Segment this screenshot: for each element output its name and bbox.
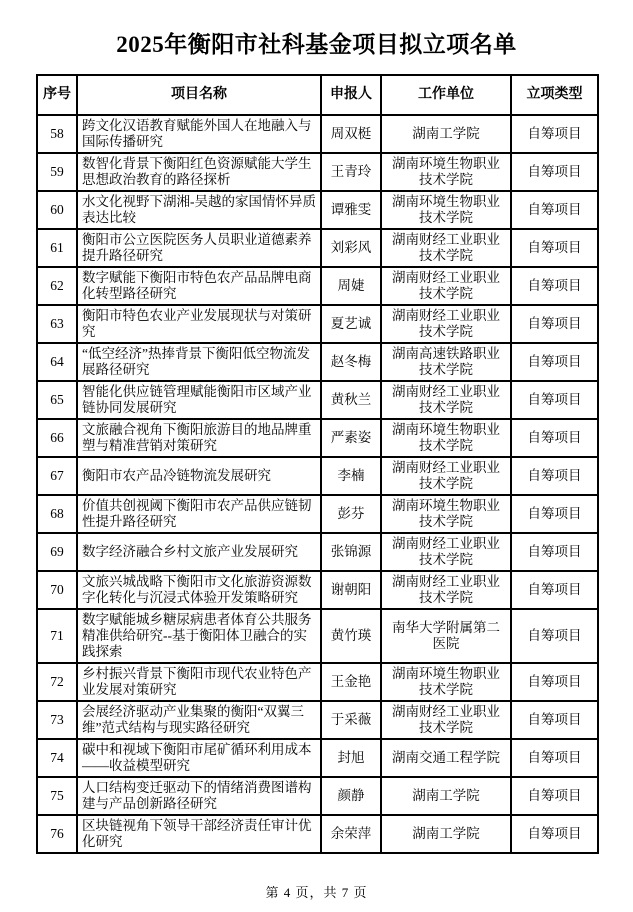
cell-applicant: 封旭 <box>321 739 381 777</box>
cell-no: 68 <box>37 495 77 533</box>
cell-project-name: 衡阳市特色农业产业发展现状与对策研究 <box>77 305 321 343</box>
table-row <box>37 815 598 853</box>
table-row <box>37 663 598 701</box>
cell-work-unit: 湖南财经工业职业技术学院 <box>381 267 511 305</box>
cell-project-type: 自筹项目 <box>511 305 598 343</box>
cell-work-unit: 湖南财经工业职业技术学院 <box>381 533 511 571</box>
table-row <box>37 777 598 815</box>
projects-table <box>36 74 599 854</box>
table-row <box>37 533 598 571</box>
cell-work-unit: 南华大学附属第二医院 <box>381 609 511 663</box>
cell-applicant: 余荣萍 <box>321 815 381 853</box>
cell-applicant: 彭芬 <box>321 495 381 533</box>
cell-work-unit: 湖南工学院 <box>381 777 511 815</box>
column-header-project-type: 立项类型 <box>511 75 598 115</box>
cell-work-unit: 湖南财经工业职业技术学院 <box>381 457 511 495</box>
cell-applicant: 谭雅雯 <box>321 191 381 229</box>
cell-project-name: 衡阳市农产品冷链物流发展研究 <box>77 457 321 495</box>
cell-no: 67 <box>37 457 77 495</box>
cell-applicant: 谢朝阳 <box>321 571 381 609</box>
cell-no: 59 <box>37 153 77 191</box>
cell-no: 69 <box>37 533 77 571</box>
cell-no: 66 <box>37 419 77 457</box>
cell-project-name: 文旅融合视角下衡阳旅游目的地品牌重塑与精准营销对策研究 <box>77 419 321 457</box>
table-row <box>37 229 598 267</box>
cell-no: 73 <box>37 701 77 739</box>
table-row <box>37 739 598 777</box>
cell-project-type: 自筹项目 <box>511 115 598 153</box>
cell-work-unit: 湖南交通工程学院 <box>381 739 511 777</box>
cell-project-name: 水文化视野下湖湘-吴越的家国情怀异质表达比较 <box>77 191 321 229</box>
page-title: 2025年衡阳市社科基金项目拟立项名单 <box>116 32 517 57</box>
cell-project-type: 自筹项目 <box>511 229 598 267</box>
column-header-no: 序号 <box>37 75 77 115</box>
cell-project-name: 数字经济融合乡村文旅产业发展研究 <box>77 533 321 571</box>
cell-applicant: 黄秋兰 <box>321 381 381 419</box>
cell-no: 74 <box>37 739 77 777</box>
cell-work-unit: 湖南财经工业职业技术学院 <box>381 229 511 267</box>
table-row <box>37 343 598 381</box>
cell-no: 71 <box>37 609 77 663</box>
column-header-project-name: 项目名称 <box>77 75 321 115</box>
table-body <box>37 115 598 853</box>
table-row <box>37 115 598 153</box>
cell-project-name: 区块链视角下领导干部经济责任审计优化研究 <box>77 815 321 853</box>
cell-project-type: 自筹项目 <box>511 267 598 305</box>
cell-work-unit: 湖南财经工业职业技术学院 <box>381 381 511 419</box>
cell-no: 75 <box>37 777 77 815</box>
cell-no: 65 <box>37 381 77 419</box>
cell-applicant: 于采薇 <box>321 701 381 739</box>
cell-project-type: 自筹项目 <box>511 609 598 663</box>
cell-project-type: 自筹项目 <box>511 191 598 229</box>
cell-applicant: 周婕 <box>321 267 381 305</box>
cell-project-type: 自筹项目 <box>511 381 598 419</box>
cell-no: 76 <box>37 815 77 853</box>
cell-project-type: 自筹项目 <box>511 153 598 191</box>
cell-work-unit: 湖南工学院 <box>381 815 511 853</box>
cell-applicant: 颜静 <box>321 777 381 815</box>
cell-project-name: 文旅兴城战略下衡阳市文化旅游资源数字化转化与沉浸式体验开发策略研究 <box>77 571 321 609</box>
cell-applicant: 王青玲 <box>321 153 381 191</box>
cell-work-unit: 湖南环境生物职业技术学院 <box>381 153 511 191</box>
cell-work-unit: 湖南财经工业职业技术学院 <box>381 701 511 739</box>
cell-project-type: 自筹项目 <box>511 343 598 381</box>
cell-applicant: 李楠 <box>321 457 381 495</box>
table-row <box>37 381 598 419</box>
cell-project-name: 价值共创视阈下衡阳市农产品供应链韧性提升路径研究 <box>77 495 321 533</box>
table-row <box>37 191 598 229</box>
cell-project-name: 人口结构变迁驱动下的情绪消费图谱构建与产品创新路径研究 <box>77 777 321 815</box>
cell-project-name: 数字赋能下衡阳市特色农产品品牌电商化转型路径研究 <box>77 267 321 305</box>
cell-work-unit: 湖南环境生物职业技术学院 <box>381 663 511 701</box>
cell-project-type: 自筹项目 <box>511 815 598 853</box>
cell-project-type: 自筹项目 <box>511 571 598 609</box>
cell-project-name: 数字赋能城乡糖尿病患者体育公共服务精准供给研究--基于衡阳体卫融合的实践探索 <box>77 609 321 663</box>
cell-no: 61 <box>37 229 77 267</box>
cell-project-type: 自筹项目 <box>511 739 598 777</box>
table-header-row <box>37 75 598 115</box>
cell-work-unit: 湖南高速铁路职业技术学院 <box>381 343 511 381</box>
cell-project-name: 碳中和视域下衡阳市尾矿循环利用成本——收益模型研究 <box>77 739 321 777</box>
cell-no: 70 <box>37 571 77 609</box>
cell-work-unit: 湖南工学院 <box>381 115 511 153</box>
cell-work-unit: 湖南环境生物职业技术学院 <box>381 419 511 457</box>
cell-project-type: 自筹项目 <box>511 495 598 533</box>
cell-work-unit: 湖南环境生物职业技术学院 <box>381 495 511 533</box>
cell-work-unit: 湖南财经工业职业技术学院 <box>381 305 511 343</box>
table-row <box>37 267 598 305</box>
cell-project-type: 自筹项目 <box>511 533 598 571</box>
cell-applicant: 张锦源 <box>321 533 381 571</box>
cell-project-type: 自筹项目 <box>511 457 598 495</box>
cell-applicant: 刘彩风 <box>321 229 381 267</box>
cell-project-name: 会展经济驱动产业集聚的衡阳“双翼三维”范式结构与现实路径研究 <box>77 701 321 739</box>
cell-no: 64 <box>37 343 77 381</box>
table-row <box>37 571 598 609</box>
table-row <box>37 305 598 343</box>
cell-project-name: 乡村振兴背景下衡阳市现代农业特色产业发展对策研究 <box>77 663 321 701</box>
cell-applicant: 周双梃 <box>321 115 381 153</box>
table-row <box>37 701 598 739</box>
cell-project-type: 自筹项目 <box>511 777 598 815</box>
table-row <box>37 457 598 495</box>
cell-no: 63 <box>37 305 77 343</box>
column-header-applicant: 申报人 <box>321 75 381 115</box>
cell-project-name: “低空经济”热捧背景下衡阳低空物流发展路径研究 <box>77 343 321 381</box>
cell-applicant: 夏艺诚 <box>321 305 381 343</box>
cell-applicant: 严素姿 <box>321 419 381 457</box>
table-row <box>37 153 598 191</box>
table-row <box>37 419 598 457</box>
table-row <box>37 495 598 533</box>
cell-no: 72 <box>37 663 77 701</box>
cell-applicant: 黄竹瑛 <box>321 609 381 663</box>
column-header-work-unit: 工作单位 <box>381 75 511 115</box>
cell-applicant: 赵冬梅 <box>321 343 381 381</box>
cell-project-type: 自筹项目 <box>511 701 598 739</box>
cell-no: 60 <box>37 191 77 229</box>
cell-no: 62 <box>37 267 77 305</box>
cell-work-unit: 湖南财经工业职业技术学院 <box>381 571 511 609</box>
cell-project-name: 衡阳市公立医院医务人员职业道德素养提升路径研究 <box>77 229 321 267</box>
cell-project-type: 自筹项目 <box>511 663 598 701</box>
cell-project-name: 跨文化汉语教育赋能外国人在地融入与国际传播研究 <box>77 115 321 153</box>
cell-project-name: 智能化供应链管理赋能衡阳市区域产业链协同发展研究 <box>77 381 321 419</box>
cell-project-type: 自筹项目 <box>511 419 598 457</box>
table-row <box>37 609 598 663</box>
cell-applicant: 王金艳 <box>321 663 381 701</box>
cell-project-name: 数智化背景下衡阳红色资源赋能大学生思想政治教育的路径探析 <box>77 153 321 191</box>
page-number: 第 4 页，共 7 页 <box>265 885 368 900</box>
cell-work-unit: 湖南环境生物职业技术学院 <box>381 191 511 229</box>
cell-no: 58 <box>37 115 77 153</box>
